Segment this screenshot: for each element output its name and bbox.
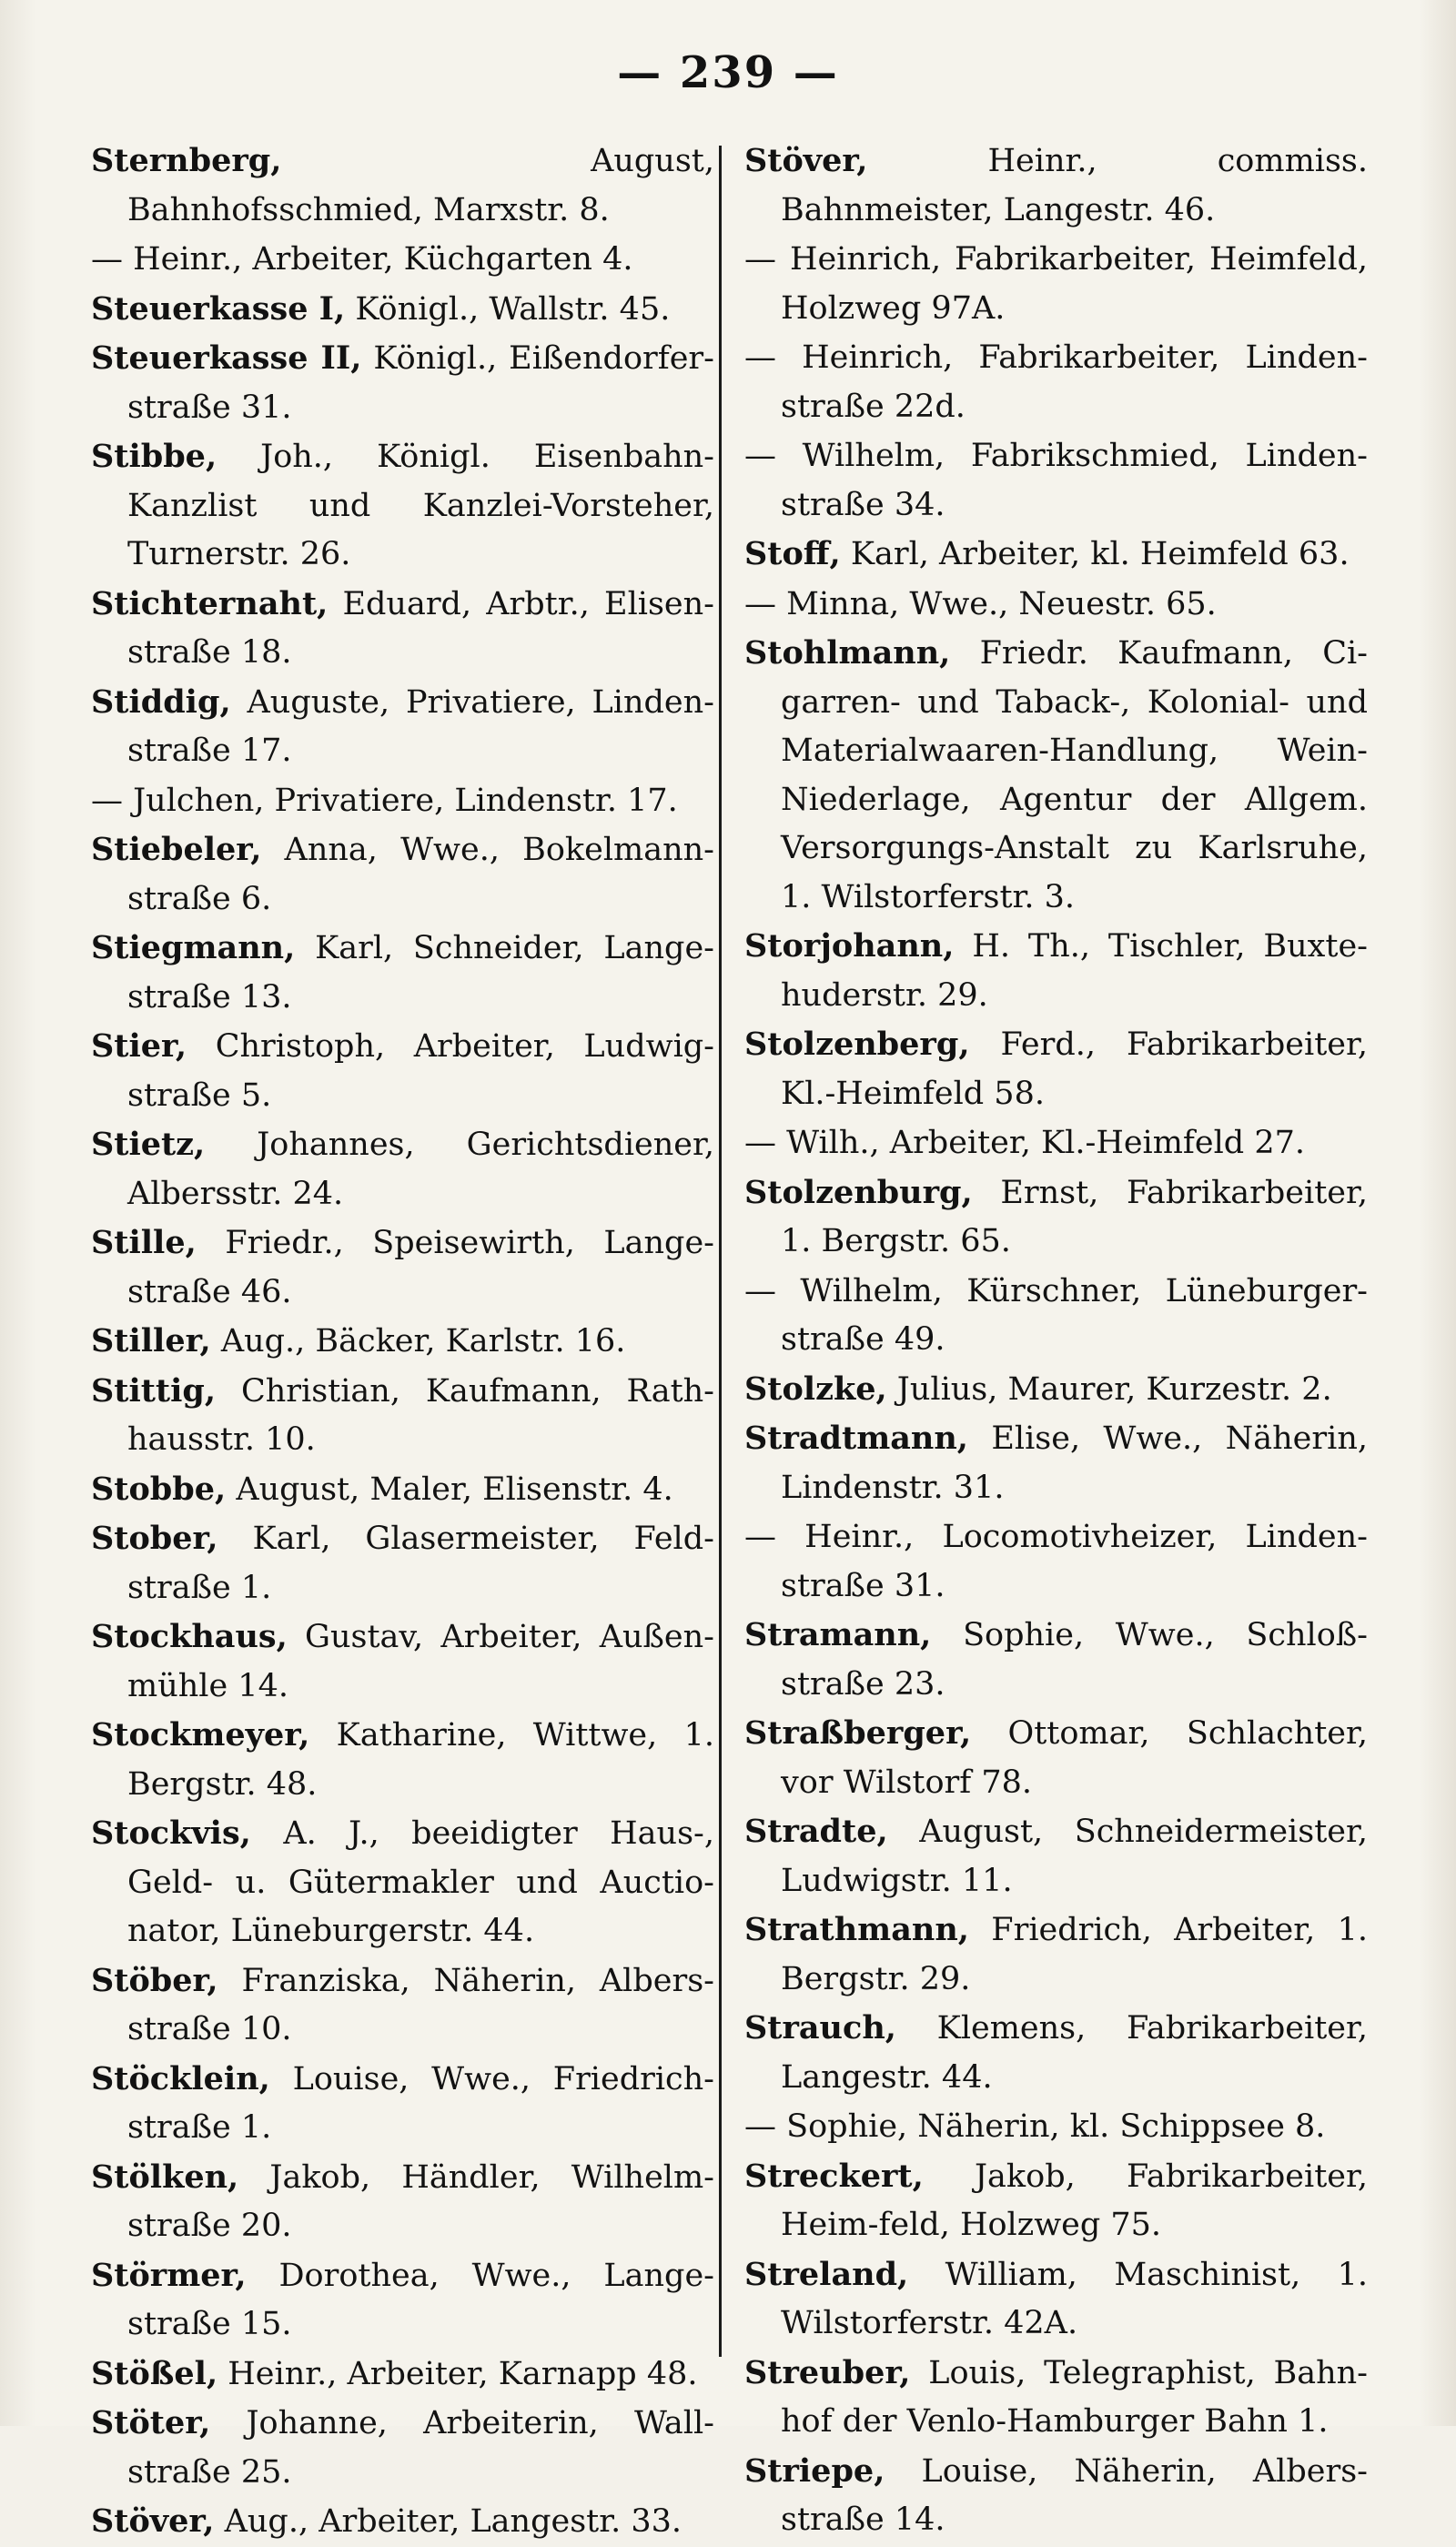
directory-entry bbox=[91, 1022, 714, 1120]
entry-name: Stockvis, bbox=[91, 1814, 251, 1852]
entry-details: — Heinr., Locomotivheizer, Linden-straße 31. bbox=[744, 1519, 1368, 1604]
entry-name: Stittig, bbox=[91, 1371, 217, 1410]
directory-entry bbox=[91, 2153, 714, 2251]
directory-entry bbox=[91, 334, 714, 432]
entry-name: Stibbe, bbox=[91, 438, 217, 475]
entry-name: Stockmeyer, bbox=[91, 1716, 310, 1754]
directory-entry bbox=[91, 2497, 714, 2547]
entry-details: August, Maler, Elisenstr. 4. bbox=[226, 1471, 673, 1508]
entry-details: Aug., Arbeiter, Langestr. 33. bbox=[214, 2503, 682, 2540]
entry-name: Stichternaht, bbox=[91, 584, 329, 622]
directory-entry bbox=[744, 2447, 1368, 2545]
directory-entry bbox=[91, 2399, 714, 2497]
entry-name: Streland, bbox=[744, 2255, 909, 2293]
entry-name: Stiegmann, bbox=[91, 929, 296, 966]
entry-details: — Wilhelm, Kürschner, Lüneburger-straße 49. bbox=[744, 1272, 1368, 1358]
directory-entry bbox=[744, 1905, 1368, 2004]
entry-name: Stölken, bbox=[91, 2158, 239, 2196]
entry-name: Stille, bbox=[91, 1224, 197, 1261]
entry-details: August, Bahnhofsschmied, Marxstr. 8. bbox=[127, 143, 714, 228]
entry-name: Steuerkasse II, bbox=[91, 339, 362, 377]
entry-details: Karl, Glasermeister, Feld-straße 1. bbox=[127, 1521, 714, 1606]
directory-entry bbox=[91, 924, 714, 1022]
directory-entry bbox=[744, 2004, 1368, 2102]
directory-entry bbox=[744, 1118, 1368, 1168]
entry-details: Jakob, Händler, Wilhelm-straße 20. bbox=[127, 2158, 714, 2244]
entry-details: Christoph, Arbeiter, Ludwig-straße 5. bbox=[127, 1028, 714, 1114]
directory-entry bbox=[91, 2251, 714, 2350]
entry-details: Ottomar, Schlachter, vor Wilstorf 78. bbox=[781, 1715, 1368, 1801]
entry-details: Friedr., Speisewirth, Lange-straße 46. bbox=[127, 1225, 714, 1310]
page-number: — 239 — bbox=[617, 47, 839, 98]
entry-details: Dorothea, Wwe., Lange-straße 15. bbox=[127, 2257, 714, 2342]
entry-details: Katharine, Wittwe, 1. Bergstr. 48. bbox=[127, 1717, 714, 1803]
directory-entry bbox=[91, 1514, 714, 1612]
entry-details: Louise, Wwe., Friedrich-straße 1. bbox=[127, 2060, 714, 2146]
entry-details: Auguste, Privatiere, Linden-straße 17. bbox=[127, 683, 714, 769]
directory-entry bbox=[91, 1809, 714, 1956]
entry-name: Stober, bbox=[91, 1520, 218, 1557]
directory-entry bbox=[91, 235, 714, 285]
entry-details: — Wilh., Arbeiter, Kl.-Heimfeld 27. bbox=[744, 1125, 1305, 1161]
entry-name: Stolzenburg, bbox=[744, 1173, 973, 1211]
directory-entry bbox=[91, 1711, 714, 1809]
entry-name: Steuerkasse I, bbox=[91, 289, 346, 328]
entry-name: Stolzke, bbox=[744, 1370, 887, 1408]
entry-details: Johannes, Gerichtsdiener, Albersstr. 24. bbox=[127, 1127, 714, 1212]
directory-entry bbox=[744, 1414, 1368, 1512]
entry-details: — Heinr., Arbeiter, Küchgarten 4. bbox=[91, 241, 633, 278]
entry-details: Julius, Maurer, Kurzestr. 2. bbox=[886, 1370, 1332, 1408]
entry-details: Franziska, Näherin, Albers-straße 10. bbox=[127, 1962, 714, 2047]
directory-entry bbox=[744, 1807, 1368, 1905]
entry-details: Jakob, Fabrikarbeiter, Heim-feld, Holzweg 75. bbox=[781, 2158, 1368, 2243]
directory-entry bbox=[91, 1465, 714, 1515]
entry-details: — Wilhelm, Fabrikschmied, Linden-straße 34. bbox=[744, 438, 1368, 523]
directory-entry bbox=[744, 2102, 1368, 2152]
entry-name: Stöver, bbox=[91, 2502, 215, 2540]
entry-details: Friedrich, Arbeiter, 1. Bergstr. 29. bbox=[781, 1912, 1368, 1997]
entry-name: Störmer, bbox=[91, 2256, 247, 2294]
directory-entry bbox=[744, 1611, 1368, 1709]
directory-entry bbox=[91, 1956, 714, 2055]
directory-entry bbox=[744, 1709, 1368, 1807]
directory-entry bbox=[91, 825, 714, 924]
entry-details: Ferd., Fabrikarbeiter, Kl.-Heimfeld 58. bbox=[781, 1026, 1368, 1112]
entry-details: Sophie, Wwe., Schloß-straße 23. bbox=[781, 1617, 1368, 1703]
directory-entry bbox=[91, 2055, 714, 2153]
directory-entry bbox=[91, 1612, 714, 1711]
entry-details: — Sophie, Näherin, kl. Schippsee 8. bbox=[744, 2108, 1326, 2145]
entry-details: Ernst, Fabrikarbeiter, 1. Bergstr. 65. bbox=[781, 1174, 1368, 1259]
directory-entry bbox=[744, 1020, 1368, 1118]
entry-name: Streuber, bbox=[744, 2353, 911, 2391]
entry-name: Strathmann, bbox=[744, 1911, 969, 1948]
directory-entry bbox=[91, 285, 714, 335]
entry-name: Strauch, bbox=[744, 2009, 896, 2047]
directory-entry bbox=[744, 922, 1368, 1020]
entry-name: Stier, bbox=[91, 1027, 187, 1065]
directory-entry bbox=[744, 2349, 1368, 2447]
entry-name: Stöcklein, bbox=[91, 2059, 270, 2097]
entry-details: William, Maschinist, 1. Wilstorferstr. 42A. bbox=[781, 2256, 1368, 2341]
directory-entry bbox=[744, 136, 1368, 235]
directory-entry bbox=[744, 431, 1368, 530]
entry-details: Louis, Telegraphist, Bahn-hof der Venlo-Hamburger Bahn 1. bbox=[781, 2354, 1368, 2440]
entry-details: Heinr., commiss. Bahnmeister, Langestr. 46. bbox=[781, 143, 1368, 228]
directory-entry bbox=[91, 1367, 714, 1465]
directory-entry bbox=[91, 432, 714, 580]
directory-entry bbox=[744, 629, 1368, 922]
entry-name: Stramann, bbox=[744, 1616, 932, 1653]
entry-name: Stradte, bbox=[744, 1813, 888, 1850]
entry-details: A. J., beeidigter Haus-, Geld- u. Gütermakler und Auctio-nator, Lüneburgerstr. 44. bbox=[127, 1815, 714, 1949]
entry-details: Klemens, Fabrikarbeiter, Langestr. 44. bbox=[781, 2010, 1368, 2096]
directory-entry bbox=[744, 2250, 1368, 2349]
left-column bbox=[91, 136, 714, 2547]
entry-name: Straßberger, bbox=[744, 1714, 972, 1752]
entry-details: Eduard, Arbtr., Elisen-straße 18. bbox=[127, 585, 714, 671]
entry-name: Stöver, bbox=[744, 142, 868, 179]
directory-entry bbox=[744, 1267, 1368, 1365]
entry-details: — Heinrich, Fabrikarbeiter, Linden-straße 22d. bbox=[744, 339, 1368, 425]
directory-entry bbox=[744, 235, 1368, 333]
directory-entry bbox=[744, 2152, 1368, 2250]
directory-entry bbox=[91, 2350, 714, 2400]
directory-entry bbox=[91, 136, 714, 235]
entry-name: Sternberg, bbox=[91, 142, 282, 179]
entry-name: Stoff, bbox=[744, 535, 841, 572]
directory-entry bbox=[744, 530, 1368, 580]
entry-name: Stiddig, bbox=[91, 682, 231, 721]
entry-details: Friedr. Kaufmann, Ci-garren- und Taback-, Kolonial- und Materialwaaren-Handlung, Wein-Niederlage, Agentur der Allgem. Versorgungs-Anstalt zu Karlsruhe, 1. Wilstorferstr. 3. bbox=[781, 635, 1368, 915]
directory-entry bbox=[744, 580, 1368, 630]
directory-entry bbox=[91, 678, 714, 776]
entry-details: Anna, Wwe., Bokelmann-straße 6. bbox=[127, 832, 714, 917]
entry-name: Stiller, bbox=[91, 1322, 211, 1359]
entry-details: — Minna, Wwe., Neuestr. 65. bbox=[744, 585, 1217, 622]
entry-name: Stohlmann, bbox=[744, 634, 951, 672]
entry-details: Johanne, Arbeiterin, Wall-straße 25. bbox=[127, 2405, 714, 2491]
entry-name: Stradtmann, bbox=[744, 1420, 968, 1457]
entry-name: Stößel, bbox=[91, 2354, 218, 2392]
entry-details: Königl., Wallstr. 45. bbox=[345, 290, 671, 328]
entry-name: Striepe, bbox=[744, 2451, 885, 2490]
entry-details: — Heinrich, Fabrikarbeiter, Heimfeld, Holzweg 97A. bbox=[744, 241, 1368, 327]
directory-entry bbox=[744, 1365, 1368, 1415]
directory-entry bbox=[744, 1512, 1368, 1611]
entry-details: Christian, Kaufmann, Rath-hausstr. 10. bbox=[127, 1372, 714, 1458]
directory-entry bbox=[744, 1168, 1368, 1267]
entry-name: Stiebeler, bbox=[91, 831, 262, 868]
entry-details: Gustav, Arbeiter, Außen-mühle 14. bbox=[127, 1619, 714, 1704]
column-divider bbox=[719, 146, 722, 2357]
entry-details: Karl, Schneider, Lange-straße 13. bbox=[127, 930, 714, 1016]
entry-name: Stockhaus, bbox=[91, 1618, 288, 1655]
directory-entry bbox=[91, 1120, 714, 1218]
entry-details: Elise, Wwe., Näherin, Lindenstr. 31. bbox=[781, 1420, 1368, 1506]
entry-details: Aug., Bäcker, Karlstr. 16. bbox=[210, 1323, 626, 1359]
right-column bbox=[744, 136, 1368, 2545]
entry-name: Streckert, bbox=[744, 2157, 924, 2195]
directory-entry bbox=[91, 580, 714, 678]
entry-details: Louise, Näherin, Albers-straße 14. bbox=[781, 2452, 1368, 2538]
entry-name: Stietz, bbox=[91, 1126, 206, 1163]
entry-name: Storjohann, bbox=[744, 927, 955, 965]
entry-name: Stöber, bbox=[91, 1961, 218, 1999]
entry-details: — Julchen, Privatiere, Lindenstr. 17. bbox=[91, 782, 678, 819]
directory-entry bbox=[91, 1218, 714, 1317]
directory-entry bbox=[744, 333, 1368, 431]
entry-details: Heinr., Arbeiter, Karnapp 48. bbox=[217, 2355, 698, 2392]
directory-entry bbox=[91, 776, 714, 826]
directory-entry bbox=[91, 1317, 714, 1367]
entry-name: Stöter, bbox=[91, 2404, 211, 2441]
entry-details: H. Th., Tischler, Buxte-huderstr. 29. bbox=[781, 928, 1368, 1014]
entry-details: Joh., Königl. Eisenbahn-Kanzlist und Kanzlei-Vorsteher, Turnerstr. 26. bbox=[127, 439, 714, 572]
entry-details: Karl, Arbeiter, kl. Heimfeld 63. bbox=[840, 536, 1350, 572]
entry-details: August, Schneidermeister, Ludwigstr. 11. bbox=[781, 1814, 1368, 1899]
entry-details: Königl., Eißendorfer-straße 31. bbox=[127, 340, 714, 426]
entry-name: Stobbe, bbox=[91, 1470, 227, 1508]
entry-name: Stolzenberg, bbox=[744, 1026, 970, 1063]
